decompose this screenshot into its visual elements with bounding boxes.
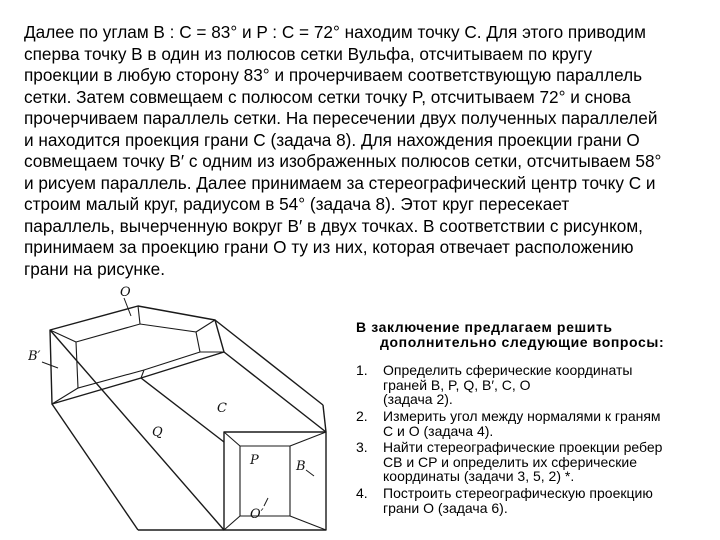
question-number: 2. bbox=[356, 407, 368, 424]
bottom-inner-outline bbox=[240, 446, 290, 516]
question-item bbox=[356, 363, 706, 407]
bottom-facet-line bbox=[224, 516, 240, 530]
question-line: граней B, P, Q, B′, C, O bbox=[383, 376, 531, 393]
pointer-B bbox=[306, 470, 314, 476]
paragraph-line: сетки. Затем совмещаем с полюсом сетки точку P, отсчитываем 72° и снова bbox=[24, 86, 631, 107]
bottom-facet-line bbox=[224, 432, 240, 446]
paragraph-line: Далее по углам B : C = 83° и P : C = 72° находим точку C. Для этого приводим bbox=[24, 22, 646, 42]
question-number: 1. bbox=[356, 362, 368, 379]
bottom-face-outline bbox=[224, 432, 326, 530]
bottom-facet-line bbox=[290, 516, 326, 530]
questions-heading bbox=[356, 320, 706, 349]
crystal-figure bbox=[28, 280, 348, 540]
question-item bbox=[356, 486, 706, 515]
top-right-connector bbox=[323, 405, 326, 432]
left-edge bbox=[52, 404, 138, 530]
question-item bbox=[356, 409, 706, 438]
question-number: 4. bbox=[356, 484, 368, 501]
question-line: CB и CP и определить их сферические bbox=[383, 453, 637, 470]
paragraph-line: проекции в любую сторону 83° и прочерчиваем соответствующую параллель bbox=[24, 65, 643, 85]
question-text bbox=[383, 486, 706, 515]
pointer-O-prime bbox=[264, 498, 268, 506]
paragraph-line: и находится проекция грани C (задача 8). Для нахождения проекции грани O bbox=[24, 129, 640, 150]
pointer-B-prime bbox=[42, 362, 58, 368]
top-right-edge bbox=[215, 320, 323, 405]
question-line: координаты (задачи 3, 5, 2) *. bbox=[383, 468, 575, 485]
paragraph-line: и рисуем параллель. Далее принимаем за стереографический центр точку C и bbox=[24, 172, 656, 193]
label-C: C bbox=[217, 401, 227, 416]
paragraph-line: параллель, вычерченную вокруг B′ в двух точках. В соответствии с рисунком, bbox=[24, 215, 643, 236]
paragraph-line: грани на рисунке. bbox=[24, 258, 165, 279]
label-O-prime: O′ bbox=[250, 507, 264, 522]
question-line: Найти стереографические проекции ребер bbox=[383, 439, 663, 456]
crystal-edges bbox=[50, 306, 326, 530]
bottom-facet-line bbox=[290, 432, 326, 446]
paragraph-line: строим малый круг, радиусом в 54° (задача 8). Этот круг пересекает bbox=[24, 194, 570, 214]
question-line: (задача 2). bbox=[383, 391, 453, 408]
questions-heading-line: дополнительно следующие вопросы: bbox=[380, 333, 665, 350]
paragraph-line: сперва точку B в один из полюсов сетки Вульфа, отсчитываем по кругу bbox=[24, 43, 593, 64]
question-line: Измерить угол между нормалями к граням bbox=[383, 407, 661, 424]
label-P: P bbox=[250, 453, 259, 468]
paragraph-line: совмещаем точку B′ с одним из изображенных полюсов сетки, отсчитываем 58° bbox=[24, 151, 662, 171]
pointer-O bbox=[124, 298, 131, 316]
label-B-prime: B′ bbox=[28, 349, 41, 364]
question-line: грани O (задача 6). bbox=[383, 499, 508, 516]
label-O: O bbox=[120, 285, 131, 300]
question-line: Определить сферические координаты bbox=[383, 362, 633, 379]
label-B: B bbox=[296, 459, 306, 474]
right-edge bbox=[224, 352, 326, 432]
question-line: C и O (задача 4). bbox=[383, 422, 494, 439]
question-text bbox=[383, 363, 706, 407]
questions-list bbox=[356, 363, 706, 515]
top-facet-line bbox=[50, 330, 76, 342]
main-paragraph bbox=[24, 22, 696, 280]
question-number: 3. bbox=[356, 439, 368, 456]
top-facet-line bbox=[138, 306, 140, 324]
top-inner-facets bbox=[50, 306, 224, 404]
bottom-inner-facets bbox=[224, 432, 326, 530]
questions-block bbox=[356, 320, 706, 517]
questions-heading-line: В заключение предлагаем решить bbox=[356, 319, 613, 335]
question-text bbox=[383, 409, 706, 438]
top-facet-line bbox=[52, 388, 78, 404]
paragraph-line: принимаем за проекцию грани O ту из них, которая отвечает расположению bbox=[24, 237, 634, 257]
question-item bbox=[356, 440, 706, 484]
question-text bbox=[383, 440, 706, 484]
paragraph-line: прочерчиваем параллель сетки. На пересечении двух полученных параллелей bbox=[24, 108, 658, 128]
top-facet-line bbox=[196, 320, 215, 332]
question-line: Построить стереографическую проекцию bbox=[383, 484, 653, 501]
label-Q: Q bbox=[152, 425, 163, 440]
